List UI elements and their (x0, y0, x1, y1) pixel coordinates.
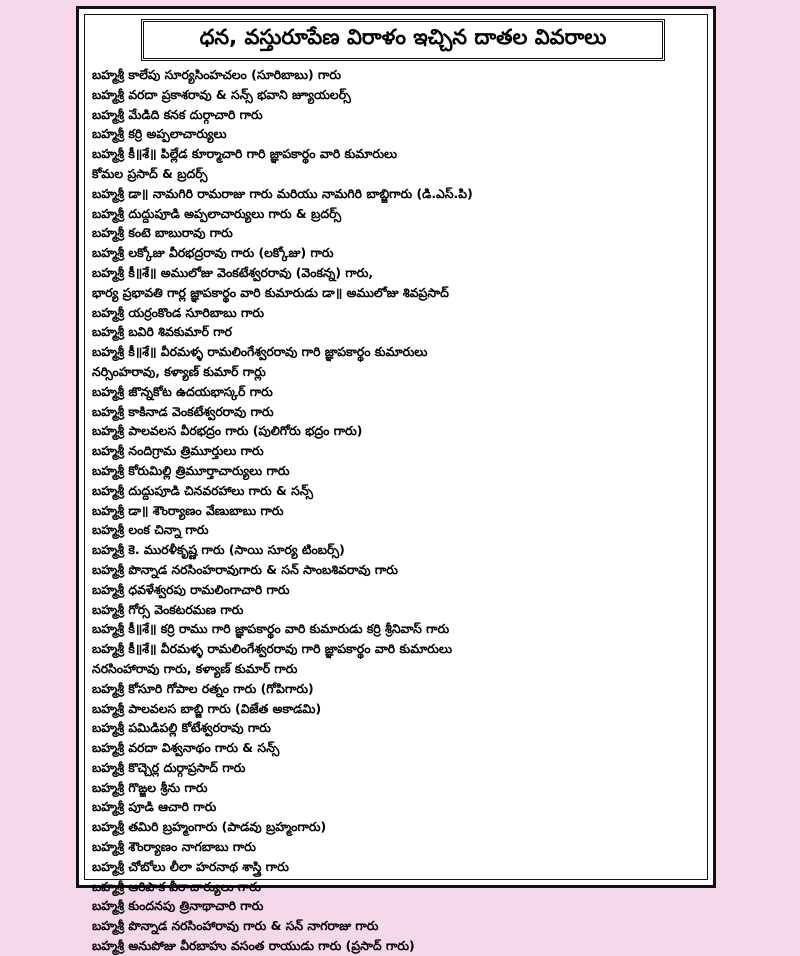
donor-item: బహ్మశ్రీ చోబోలు లీలా హరనాథ శాస్త్రి గారు (92, 858, 289, 874)
donor-item: బహ్మశ్రీ కొచ్చెర్ల దుర్గాప్రసాద్ గారు (92, 759, 246, 775)
donor-item: బహ్మశ్రీ కాకినాడ వెంకటేశ్వరరావు గారు (92, 403, 274, 419)
donor-item: బహ్మశ్రీ ఆరిపాక వీరాచార్యులు గారు (92, 878, 261, 894)
donor-item: బహ్మశ్రీ పొన్నాడ నరసింహరావుగారు & సన్ సాంబశివరావు గారు (92, 561, 398, 577)
donor-item: బహ్మశ్రీ డా॥ నామగిరి రామరాజు గారు మరియు నామగిరి బాబ్జిగారు (డి.ఎస్.పి) (92, 185, 473, 201)
donor-item: బహ్మశ్రీ కాలేపు సూర్యసింహచలం (సూరిబాబు) గారు (92, 67, 342, 82)
donor-item: బహ్మశ్రీ దుద్దుపూడి అప్పలాచార్యులు గారు & బ్రదర్స్ (92, 205, 342, 221)
donor-item: బహ్మశ్రీ కీ॥శే॥ పిల్లేడ కూర్మాచారి గారి జ్ఞాపకార్థం వారి కుమారులు (92, 146, 398, 162)
donor-item: నర్సింహరావు, కళ్యాణ్ కుమార్ గార్లు (92, 363, 266, 379)
donor-item: బహ్మశ్రీ కంటె బాబురావు గారు (92, 225, 233, 241)
donor-item: బహ్మశ్రీ జొన్నకోట ఉదయభాస్కర్ గారు (92, 383, 273, 399)
donor-item: బహ్మశ్రీ ధవళేశ్వరపు రామలింగాచారి గారు (92, 581, 290, 597)
donor-item: బహ్మశ్రీ వరదా ప్రకాశరావు & సన్స్ భవాని జ్యూయలర్స్ (92, 86, 351, 102)
donor-item: బహ్మశ్రీ కర్రి అప్పలాచార్యులు (92, 126, 227, 142)
donor-item: బహ్మశ్రీ పమిడిపల్లి కోటేశ్వరరావు గారు (92, 720, 271, 736)
donor-item: బహ్మశ్రీ మేడిది కనక దుర్గాచారి గారు (92, 106, 263, 122)
donor-item: బహ్మశ్రీ కె. మురళీకృష్ణ గారు (సాయి సూర్య టింబర్స్) (92, 542, 345, 558)
page-title: ధన, వస్తురూపేణ విరాళం ఇచ్చిన దాతల వివరాలు (199, 25, 607, 49)
donor-item: బహ్మశ్రీ కీ॥శే॥ వీరమళ్ళ రామలింగేశ్వరరావు గారి జ్ఞాపకార్థం వారి కుమారులు (92, 641, 453, 657)
donor-item: బహ్మశ్రీ గోర్స వెంకటరమణ గారు (92, 601, 244, 617)
donor-item: బహ్మశ్రీ కుందనపు త్రినాథాచారి గారు (92, 898, 264, 914)
donor-item: కోమల ప్రసాద్ & బ్రదర్స్ (92, 165, 208, 181)
donor-item: బహ్మశ్రీ తమిరి బ్రహ్మంగారు (పాడవు బ్రహ్మంగారు) (92, 819, 327, 835)
donor-list (92, 65, 704, 956)
document-outer-frame (76, 6, 716, 954)
donor-item: బహ్మశ్రీ డా॥ శౌంర్యాణం వేణుబాబు గారు (92, 502, 284, 518)
donor-item: బహ్మశ్రీ యర్రంకొండ సూరిబాబు గారు (92, 304, 265, 320)
title-box (141, 19, 665, 61)
donor-item: బహ్మశ్రీ కీ॥శే॥ అములోజు వెంకటేశ్వరరావు (వెంకన్న) గారు, (92, 264, 374, 280)
donor-item: బహ్మశ్రీ కోసూరి గోపాల రత్నం గారు (గోపిగారు) (92, 680, 314, 696)
document-inner-frame (84, 14, 708, 954)
donor-item: బహ్మశ్రీ లంక చిన్నా గారు (92, 522, 209, 538)
donor-item: బహ్మశ్రీ పొన్నాడ నరసింహారావు గారు & సన్ నాగరాజు గారు (92, 918, 379, 934)
donor-item: బహ్మశ్రీ లక్కోజు వీరభద్రరావు గారు (లక్కోజు) గారు (92, 245, 334, 261)
donor-item: బహ్మశ్రీ గొఙ్జల శ్రీను గారు (92, 779, 208, 795)
donor-item: బహ్మశ్రీ కీ॥శే॥ కర్రి రాము గారి జ్ఞాపకార్థం వారి కుమారుడు కర్రి శ్రీనివాస్ గారు (92, 621, 450, 637)
donor-item: బహ్మశ్రీ అనుపోజు వీరబాహు వసంత రాయుడు గారు (ప్రసాద్ గారు) (92, 938, 415, 954)
donor-item: బహ్మశ్రీ నందిగ్రామ త్రిమూర్తులు గారు (92, 443, 264, 459)
donor-item: బహ్మశ్రీ కోరుమిల్లి త్రిమూర్తాచార్యులు గారు (92, 462, 290, 478)
donor-item: నరసింహారావు గారు, కళ్యాణ్ కుమార్ గారు (92, 660, 298, 676)
donor-item: బహ్మశ్రీ పాలవలస వీరభద్రం గారు (పులిగోరు భద్రం గారు) (92, 423, 363, 439)
donor-item: బహ్మశ్రీ కీ॥శే॥ వీరమళ్ళ రామలింగేశ్వరరావు గారి జ్ఞాపకార్థం కుమారులు (92, 344, 428, 360)
donor-item: బహ్మశ్రీ వరదా విశ్వనాథం గారు & సన్స్ (92, 740, 280, 756)
donor-item: బహ్మశ్రీ పాలవలస బాబ్జి గారు (విజేత అకాడమి) (92, 700, 322, 716)
donor-item: బహ్మశ్రీ దుద్దుపూడి చినవరహాలు గారు & సన్స్ (92, 482, 313, 498)
donor-item: భార్య ప్రభావతి గార్ల జ్ఞాపకార్థం వారి కుమారుడు డా॥ అములోజు శివప్రసాద్ (92, 284, 449, 300)
donor-item: బహ్మశ్రీ బవిరి శివకుమార్ గార (92, 324, 233, 340)
donor-item: బహ్మశ్రీ పూడి ఆచారి గారు (92, 799, 217, 815)
donor-item: బహ్మశ్రీ శౌంర్యాణం నాగబాబు గారు (92, 839, 256, 855)
